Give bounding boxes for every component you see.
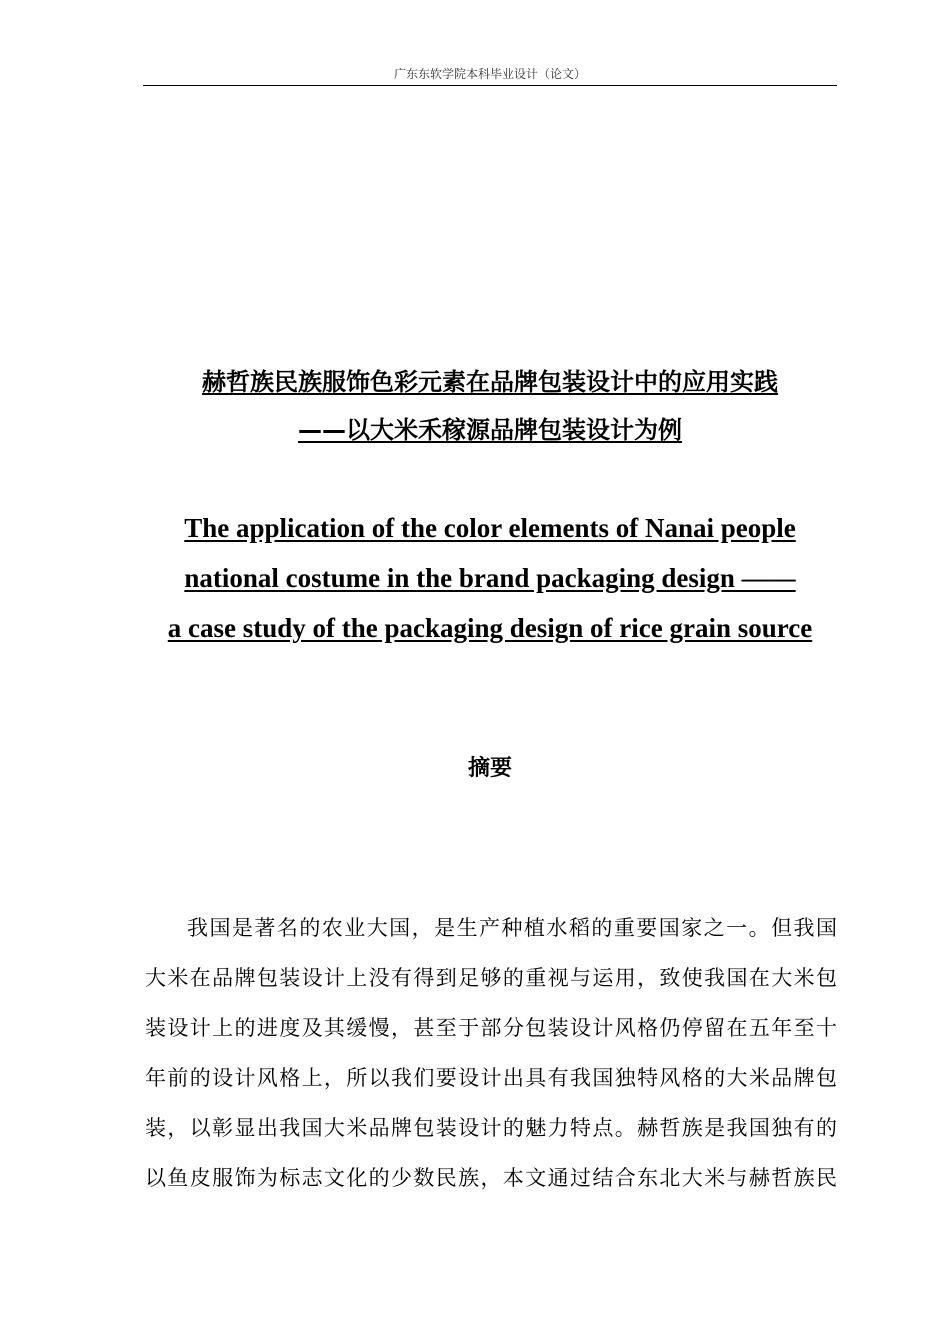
header-rule (143, 85, 837, 86)
abstract-line: 装设计上的进度及其缓慢，甚至于部分包装设计风格仍停留在五年至十 (145, 1016, 837, 1040)
page-header: 广东东软学院本科毕业设计（论文） (393, 67, 586, 81)
english-title-line-3: a case study of the packaging design of rice grain source (167, 613, 813, 643)
abstract-line: 装，以彰显出我国大米品牌包装设计的魅力特点。赫哲族是我国独有的 (145, 1116, 837, 1140)
english-title-line-1: The application of the color elements of Nanai people (184, 513, 796, 543)
abstract-line: 大米在品牌包装设计上没有得到足够的重视与运用，致使我国在大米包 (145, 966, 837, 990)
english-title-line-2: national costume in the brand packaging design —— (184, 563, 796, 593)
abstract-heading: 摘要 (467, 756, 512, 781)
chinese-title-line-2: ——以大米禾稼源品牌包装设计为例 (298, 416, 682, 444)
abstract-body (145, 903, 837, 1203)
abstract-line: 我国是著名的农业大国，是生产种植水稻的重要国家之一。但我国 (187, 916, 837, 940)
english-title (130, 503, 850, 653)
chinese-title (143, 358, 837, 454)
abstract-line: 年前的设计风格上，所以我们要设计出具有我国独特风格的大米品牌包 (145, 1066, 837, 1090)
abstract-line: 以鱼皮服饰为标志文化的少数民族，本文通过结合东北大米与赫哲族民 (145, 1166, 837, 1190)
chinese-title-line-1: 赫哲族民族服饰色彩元素在品牌包装设计中的应用实践 (202, 368, 778, 396)
